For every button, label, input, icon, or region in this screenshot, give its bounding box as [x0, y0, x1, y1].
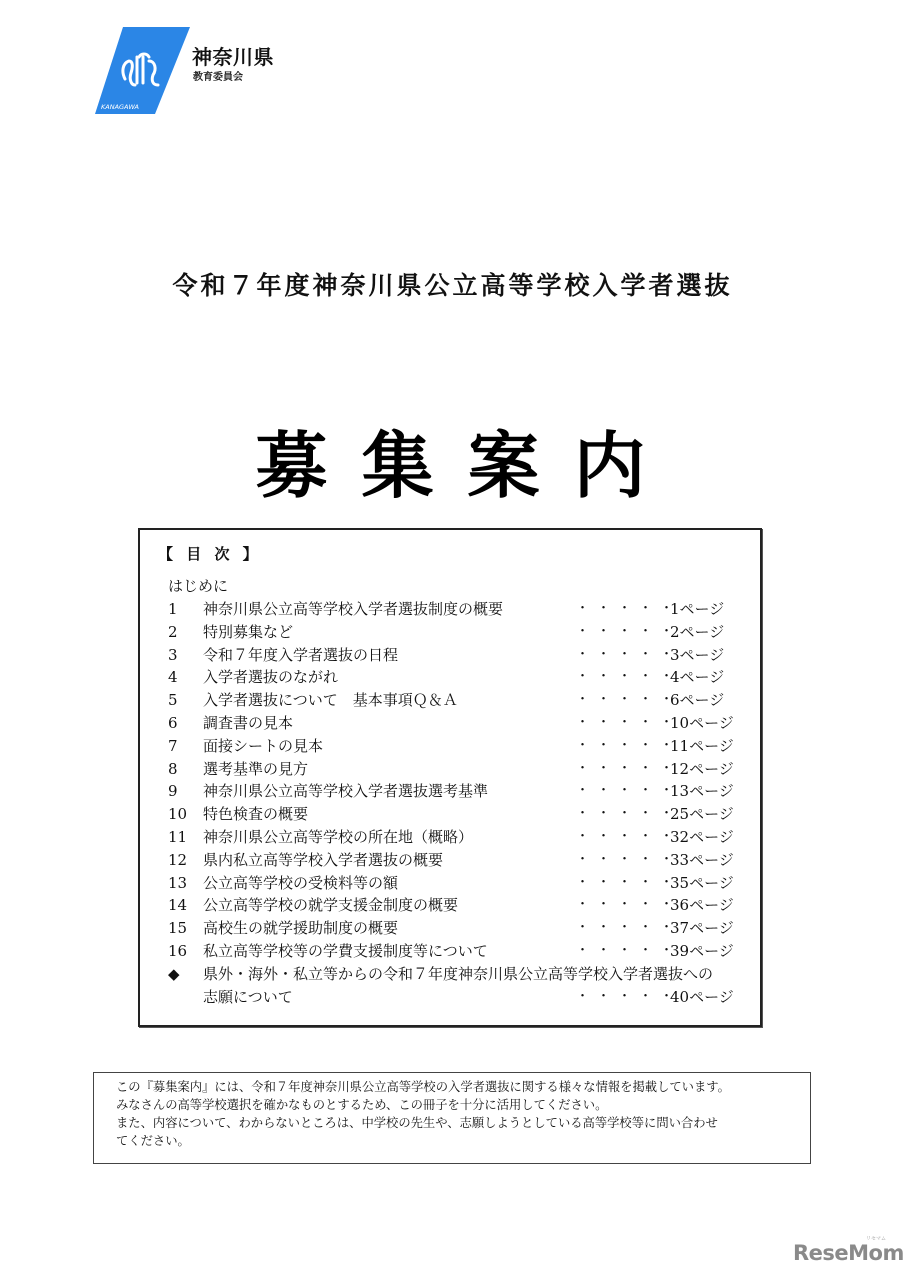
- toc-item: [168, 826, 748, 849]
- toc-item-label: 面接シートの見本: [203, 736, 324, 755]
- toc-leader-dots: ・・・・・: [576, 874, 682, 890]
- toc-list: [168, 598, 748, 1008]
- toc-leader-dots: ・・・・・: [576, 669, 682, 685]
- toc-leader-dots: ・・・・・: [576, 692, 682, 708]
- toc-special-label-line2: 志願について: [203, 987, 293, 1006]
- emblem-caption: KANAGAWA: [101, 103, 139, 111]
- toc-item: [168, 894, 748, 917]
- toc-item: [168, 712, 748, 735]
- notice-line: また、内容について、わからないところは、中学校の先生や、志願しようとしている高等学校等に問い合わせ: [116, 1116, 718, 1130]
- toc-item-page: 39ページ: [670, 941, 734, 960]
- toc-item-number: 10: [168, 805, 188, 824]
- org-subname: 教育委員会: [193, 72, 243, 83]
- notice-line: この『募集案内』には、令和７年度神奈川県公立高等学校の入学者選抜に関する様々な情報を掲載しています。: [116, 1080, 730, 1094]
- toc-item-number: 5: [168, 691, 178, 710]
- toc-item-label: 高校生の就学援助制度の概要: [203, 919, 399, 938]
- toc-item-label: 令和７年度入学者選抜の日程: [203, 645, 399, 664]
- toc-item-number: 6: [168, 713, 178, 732]
- toc-item-page: 1ページ: [670, 600, 725, 618]
- toc-item-label: 公立高等学校の就学支援金制度の概要: [203, 896, 459, 915]
- toc-item-number: 3: [168, 645, 178, 664]
- toc-item-label: 入学者選抜のながれ: [203, 668, 339, 687]
- toc-leader-dots: ・・・・・: [576, 897, 682, 913]
- toc-item-page: 36ページ: [670, 896, 734, 915]
- toc-item-page: 11ページ: [670, 736, 734, 755]
- table-of-contents: [138, 528, 762, 1027]
- toc-leader-dots: ・・・・・: [576, 988, 682, 1004]
- toc-item: [168, 689, 748, 712]
- toc-item-number: 4: [168, 668, 178, 687]
- toc-item: [168, 644, 748, 667]
- document-title: 募集案内: [255, 424, 680, 508]
- toc-item-page: 35ページ: [670, 873, 734, 892]
- toc-leader-dots: ・・・・・: [576, 828, 682, 844]
- toc-item-label: 私立高等学校等の学費支援制度等について: [203, 941, 488, 960]
- toc-item-label: 特色検査の概要: [203, 805, 309, 824]
- diamond-bullet-icon: ◆: [168, 964, 180, 983]
- toc-item-number: 16: [168, 941, 188, 960]
- toc-item: [168, 940, 748, 963]
- toc-item-label: 調査書の見本: [203, 713, 294, 732]
- toc-item: [168, 780, 748, 803]
- toc-item-number: 11: [168, 827, 188, 846]
- toc-item: [168, 872, 748, 895]
- toc-leader-dots: ・・・・・: [576, 760, 682, 776]
- toc-item: [168, 598, 748, 621]
- toc-item-page: 4ページ: [670, 668, 725, 687]
- toc-leader-dots: ・・・・・: [576, 714, 682, 730]
- toc-item-number: 7: [168, 736, 178, 755]
- kanagawa-emblem-icon: [95, 27, 190, 114]
- toc-item-label: 県内私立高等学校入学者選抜の概要: [203, 850, 444, 869]
- toc-item: [168, 917, 748, 940]
- toc-item: [168, 735, 748, 758]
- toc-item: [168, 849, 748, 872]
- notice-line: てください。: [116, 1134, 190, 1148]
- kanagawa-board-of-education-logo: [95, 27, 305, 115]
- toc-item-label: 神奈川県公立高等学校入学者選抜選考基準: [203, 782, 489, 801]
- toc-item-number: 2: [168, 622, 178, 641]
- toc-leader-dots: ・・・・・: [576, 601, 682, 616]
- toc-item-page: 10ページ: [670, 713, 734, 732]
- toc-leader-dots: ・・・・・: [576, 942, 682, 958]
- toc-item-number: 12: [168, 850, 188, 869]
- toc-item: [168, 666, 748, 689]
- toc-leader-dots: ・・・・・: [576, 623, 682, 639]
- toc-item-page: 6ページ: [670, 691, 725, 710]
- org-name: 神奈川県: [192, 45, 274, 69]
- toc-item-label: 神奈川県公立高等学校の所在地（概略）: [203, 827, 474, 846]
- toc-item-page: 13ページ: [670, 782, 734, 801]
- toc-leader-dots: ・・・・・: [576, 920, 682, 936]
- toc-special-item-cont: [168, 986, 748, 1009]
- toc-item-page: 2ページ: [670, 622, 725, 641]
- toc-item-page: 32ページ: [670, 827, 734, 846]
- toc-item-number: 8: [168, 759, 178, 778]
- toc-item-page: 37ページ: [670, 919, 734, 938]
- notice-box: [93, 1072, 811, 1164]
- toc-item-number: 15: [168, 919, 188, 938]
- toc-special-page: 40ページ: [670, 987, 734, 1006]
- toc-item-page: 25ページ: [670, 805, 734, 824]
- toc-item-number: 13: [168, 873, 188, 892]
- toc-item-page: 12ページ: [670, 759, 734, 778]
- toc-item-page: 3ページ: [670, 645, 725, 664]
- toc-heading: 【 目 次 】: [158, 545, 262, 563]
- document-subtitle: 令和７年度神奈川県公立高等学校入学者選抜: [172, 271, 733, 300]
- toc-special-label-line1: 県外・海外・私立等からの令和７年度神奈川県公立高等学校入学者選抜への: [203, 964, 714, 983]
- notice-line: みなさんの高等学校選択を確かなものとするため、この冊子を十分に活用してください。: [116, 1098, 608, 1112]
- toc-item: [168, 621, 748, 644]
- toc-item: [168, 803, 748, 826]
- toc-item-number: 14: [168, 896, 188, 915]
- resemom-watermark: ReseMom: [793, 1241, 904, 1265]
- toc-item: [168, 758, 748, 781]
- toc-item-label: 入学者選抜について 基本事項Ｑ＆Ａ: [203, 691, 458, 710]
- toc-item-number: 1: [168, 600, 178, 618]
- toc-item-label: 公立高等学校の受検料等の額: [203, 873, 399, 892]
- toc-leader-dots: ・・・・・: [576, 851, 682, 867]
- toc-item-label: 選考基準の見方: [203, 759, 309, 778]
- toc-item-page: 33ページ: [670, 850, 734, 869]
- toc-item-number: 9: [168, 782, 178, 801]
- toc-item-label: 神奈川県公立高等学校入学者選抜制度の概要: [203, 600, 504, 618]
- toc-leader-dots: ・・・・・: [576, 783, 682, 799]
- toc-intro: はじめに: [168, 577, 229, 595]
- watermark-kana: リセマム: [866, 1236, 886, 1242]
- toc-leader-dots: ・・・・・: [576, 806, 682, 822]
- toc-leader-dots: ・・・・・: [576, 646, 682, 662]
- toc-special-item: [168, 963, 748, 986]
- toc-leader-dots: ・・・・・: [576, 737, 682, 753]
- toc-item-label: 特別募集など: [203, 622, 294, 641]
